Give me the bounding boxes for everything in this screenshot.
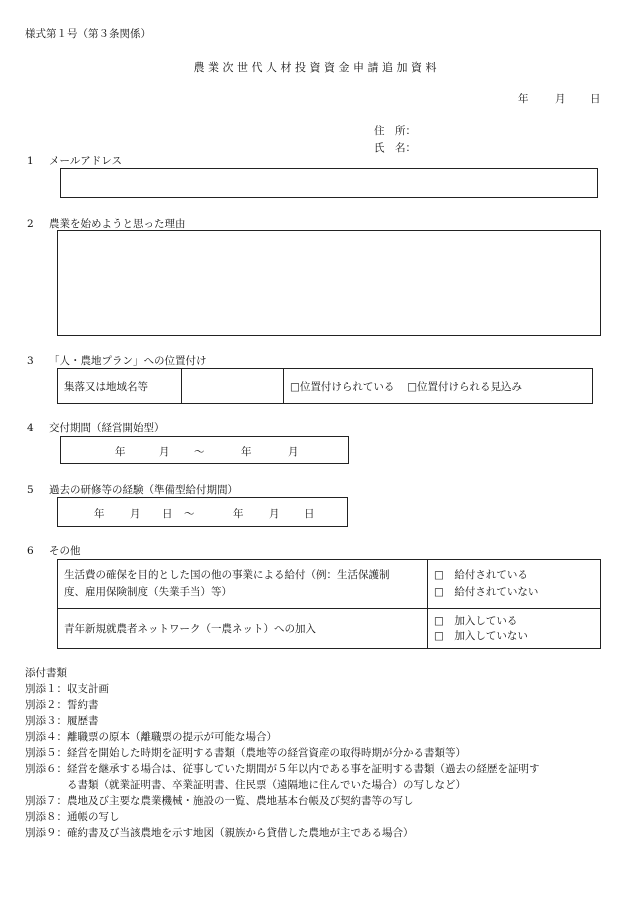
end-month-label: 月 bbox=[288, 446, 299, 458]
section-number: 5 bbox=[27, 484, 34, 496]
date-day-label: 日 bbox=[590, 93, 601, 105]
section-1-heading bbox=[27, 153, 122, 168]
attachment-item: 別添２：誓約書 bbox=[25, 699, 99, 711]
attachment-item: 別添６：経営を継承する場合は、従事していた期間が５年以内である事を証明する書類（過去の経歴を証明す bbox=[25, 763, 540, 775]
plan-position-table bbox=[57, 368, 593, 404]
end-day-label: 日 bbox=[304, 508, 315, 520]
section-number: 3 bbox=[27, 355, 34, 367]
option-expected[interactable]: □位置付けられる見込み bbox=[407, 380, 523, 393]
period-tilde: 〜 bbox=[184, 508, 195, 520]
start-month-label: 月 bbox=[130, 508, 141, 520]
attachment-item: 別添７：農地及び主要な農業機械・施設の一覧、農地基本台帳及び契約書等の写し bbox=[25, 795, 414, 807]
option-joined[interactable]: □ 加入している bbox=[434, 614, 518, 627]
attachment-item: 別添１：収支計画 bbox=[25, 683, 109, 695]
question-line: 生活費の確保を目的とした国の他の事業による給付（例：生活保護制 bbox=[64, 569, 390, 581]
benefit-options bbox=[428, 560, 601, 609]
name-label: 氏 名： bbox=[374, 142, 416, 154]
attachment-item-continued: る書類（就業証明書、卒業証明書、住民票（遠隔地に住んでいた場合）の写しなど） bbox=[67, 779, 466, 791]
network-options bbox=[428, 609, 601, 649]
start-day-label: 日 bbox=[162, 508, 173, 520]
section-label: 「人・農地プラン」への位置付け bbox=[49, 355, 207, 367]
section-number: 2 bbox=[27, 218, 34, 230]
training-period-field[interactable] bbox=[57, 497, 348, 527]
start-year-label: 年 bbox=[94, 508, 105, 520]
attachments-heading: 添付書類 bbox=[25, 667, 67, 679]
section-label: 交付期間（経営開始型） bbox=[49, 422, 165, 434]
section-4-heading bbox=[27, 420, 165, 435]
other-info-table bbox=[57, 559, 601, 649]
attachment-item: 別添９：確約書及び当該農地を示す地図（親族から貸借した農地が主である場合） bbox=[25, 827, 414, 839]
attachment-item: 別添８：通帳の写し bbox=[25, 811, 120, 823]
section-2-heading bbox=[27, 216, 186, 231]
attachment-item: 別添５：経営を開始した時期を証明する書類（農地等の経営資産の取得時期が分かる書類等） bbox=[25, 747, 466, 759]
date-month-label: 月 bbox=[555, 93, 566, 105]
section-label: その他 bbox=[49, 545, 81, 557]
option-not-joined[interactable]: □ 加入していない bbox=[434, 629, 528, 642]
end-year-label: 年 bbox=[241, 446, 252, 458]
attachment-item: 別添３：履歴書 bbox=[25, 715, 99, 727]
attachment-item: 別添４：離職票の原本（離職票の提示が可能な場合） bbox=[25, 731, 277, 743]
attachments-list bbox=[25, 665, 540, 841]
network-question: 青年新規就農者ネットワーク（一農ネット）への加入 bbox=[58, 609, 428, 649]
period-tilde: 〜 bbox=[194, 446, 205, 458]
option-benefit-not-received[interactable]: □ 給付されていない bbox=[434, 586, 539, 598]
email-field[interactable] bbox=[60, 168, 598, 198]
section-label: 農業を始めようと思った理由 bbox=[49, 218, 186, 230]
section-5-heading bbox=[27, 482, 238, 497]
section-6-heading bbox=[27, 543, 81, 558]
start-year-label: 年 bbox=[115, 446, 126, 458]
area-name-label: 集落又は地域名等 bbox=[58, 369, 182, 404]
section-label: メールアドレス bbox=[49, 155, 122, 167]
area-name-input[interactable] bbox=[182, 369, 284, 404]
plan-position-options bbox=[284, 369, 593, 404]
reason-textarea[interactable] bbox=[57, 230, 601, 336]
section-number: 1 bbox=[27, 155, 34, 167]
section-3-heading bbox=[27, 353, 207, 368]
section-number: 4 bbox=[27, 422, 34, 434]
section-label: 過去の研修等の経験（準備型給付期間） bbox=[49, 484, 238, 496]
grant-period-field[interactable] bbox=[60, 436, 349, 464]
form-reference: 様式第１号（第３条関係） bbox=[25, 28, 151, 40]
other-benefit-question bbox=[58, 560, 428, 609]
start-month-label: 月 bbox=[159, 446, 170, 458]
page-title: 農 業 次 世 代 人 材 投 資 資 金 申 請 追 加 資 料 bbox=[193, 61, 437, 74]
option-benefit-received[interactable]: □ 給付されている bbox=[434, 569, 528, 581]
section-number: 6 bbox=[27, 545, 34, 557]
question-line: 度、雇用保険制度（失業手当）等） bbox=[64, 586, 232, 598]
end-year-label: 年 bbox=[233, 508, 244, 520]
end-month-label: 月 bbox=[269, 508, 280, 520]
date-year-label: 年 bbox=[518, 93, 529, 105]
address-label: 住 所： bbox=[374, 125, 416, 137]
option-positioned[interactable]: □位置付けられている bbox=[290, 380, 395, 393]
